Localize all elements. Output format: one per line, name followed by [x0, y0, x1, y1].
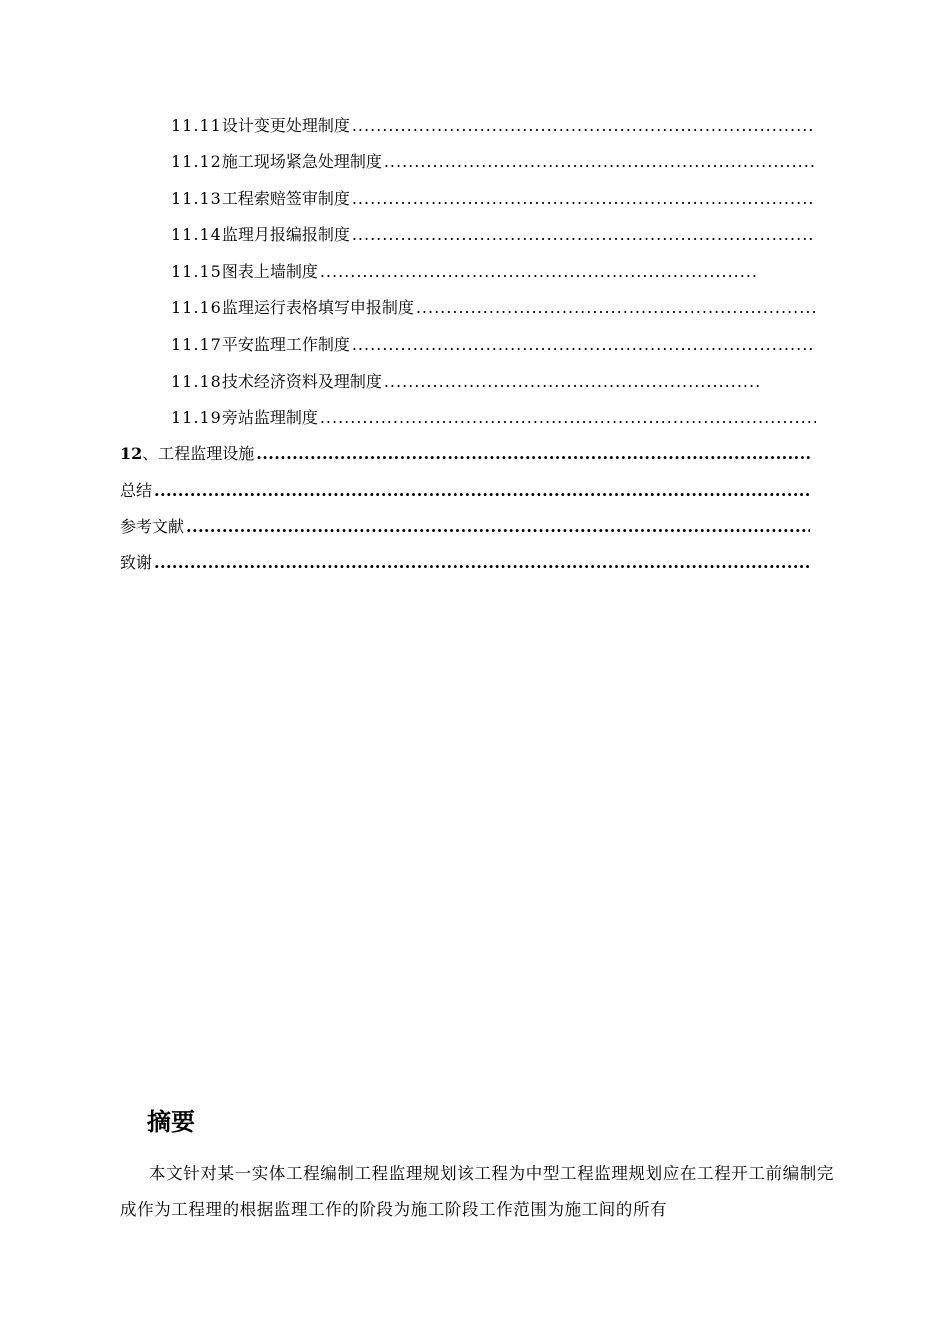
toc-item-references[interactable]	[120, 517, 810, 537]
toc-item-label: 总结	[120, 481, 153, 500]
toc-leader-dots	[256, 444, 810, 464]
toc-leader-dots	[416, 298, 816, 318]
abstract-paragraph: 本文针对某一实体工程编制工程监理规划该工程为中型工程监理规划应在工程开工前编制完成作为工程理的根据监理工作的阶段为施工阶段工作范围为施工间的所有	[120, 1164, 834, 1219]
toc-item-number: 11.13	[171, 189, 222, 208]
toc-leader-dots	[154, 481, 810, 501]
toc-item-number: 11.16	[171, 298, 222, 317]
toc-item-label: 监理月报编报制度	[221, 225, 350, 244]
toc-item-11-18[interactable]	[171, 372, 759, 392]
abstract-heading: 摘要	[147, 1108, 195, 1136]
toc-item-label: 施工现场紧急处理制度	[221, 152, 382, 171]
toc-leader-dots	[154, 553, 810, 573]
toc-item-11-17[interactable]	[171, 335, 816, 355]
toc-leader-dots	[384, 152, 816, 172]
toc-item-acknowledgements[interactable]	[120, 553, 810, 573]
toc-item-11-11[interactable]	[171, 116, 816, 136]
toc-leader-dots	[352, 189, 816, 209]
toc-item-label: 、工程监理设施	[142, 444, 255, 463]
toc-leader-dots	[320, 262, 759, 282]
toc-item-label: 工程索赔签审制度	[221, 189, 350, 208]
toc-item-11-13[interactable]	[171, 189, 816, 209]
toc-item-label: 参考文献	[120, 517, 185, 536]
toc-item-label: 监理运行表格填写申报制度	[221, 298, 414, 317]
toc-leader-dots	[320, 408, 816, 428]
toc-item-number: 11.11	[171, 116, 222, 135]
toc-item-number: 11.15	[171, 262, 222, 281]
toc-item-label: 致谢	[120, 553, 153, 572]
toc-leader-dots	[186, 517, 810, 537]
toc-item-number: 11.12	[171, 152, 222, 171]
toc-item-11-16[interactable]	[171, 298, 816, 318]
toc-item-summary[interactable]	[120, 481, 810, 501]
toc-item-number: 11.17	[171, 335, 222, 354]
toc-item-number: 11.18	[171, 372, 222, 391]
toc-item-label: 平安监理工作制度	[221, 335, 350, 354]
toc-item-label: 图表上墙制度	[221, 262, 318, 281]
toc-leader-dots	[352, 225, 816, 245]
toc-item-number: 11.19	[171, 408, 222, 427]
toc-leader-dots	[352, 335, 816, 355]
toc-item-label: 技术经济资料及理制度	[221, 372, 382, 391]
toc-item-number: 11.14	[171, 225, 222, 244]
toc-item-11-14[interactable]	[171, 225, 816, 245]
toc-item-11-12[interactable]	[171, 152, 816, 172]
toc-item-11-19[interactable]	[171, 408, 816, 428]
toc-item-label: 旁站监理制度	[221, 408, 318, 427]
toc-item-number: 12	[120, 444, 143, 463]
toc-item-11-15[interactable]	[171, 262, 759, 282]
toc-item-12[interactable]	[120, 444, 810, 464]
toc-leader-dots	[384, 372, 759, 392]
toc-leader-dots	[352, 116, 816, 136]
toc-item-label: 设计变更处理制度	[221, 116, 350, 135]
